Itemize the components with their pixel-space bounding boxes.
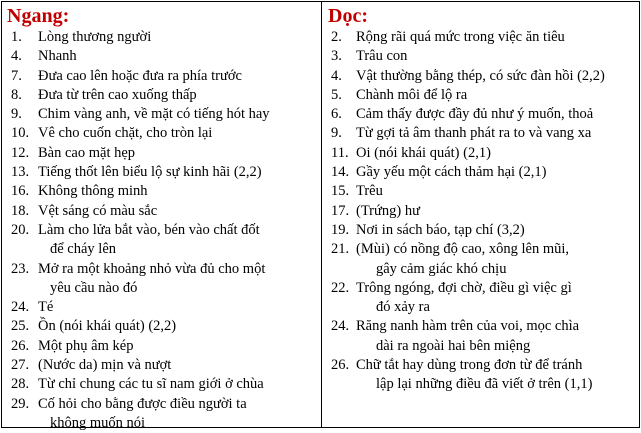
clue-text: Nhanh — [38, 48, 77, 65]
clue-item — [2, 395, 321, 414]
clue-number: 22. — [331, 279, 350, 296]
clue-text: Một phụ âm kép — [38, 337, 134, 354]
clue-text: (Mùi) có nồng độ cao, xông lên mũi, — [356, 241, 570, 258]
down-clue-list — [322, 28, 639, 395]
clue-text: đó xảy ra — [376, 299, 430, 316]
clue-number — [2, 414, 38, 433]
clue-number: 24. — [11, 299, 30, 316]
clue-item — [322, 298, 639, 317]
clue-text: Không thông minh — [38, 183, 148, 200]
clue-number: 18. — [11, 202, 30, 219]
clue-number: 23. — [11, 260, 30, 277]
clue-number — [322, 337, 356, 356]
clue-text: Gầy yếu một cách thảm hại (2,1) — [356, 164, 547, 181]
clue-number: 9. — [331, 125, 342, 142]
clue-item — [2, 260, 321, 279]
clue-text: Vật thường bằng thép, có sức đàn hồi (2,2) — [356, 67, 605, 84]
clue-item — [322, 356, 639, 375]
clue-number: 14. — [331, 164, 350, 181]
clue-text: Vê cho cuốn chặt, cho tròn lại — [38, 125, 213, 142]
clue-text: Vệt sáng có màu sắc — [38, 202, 158, 219]
clue-item — [2, 182, 321, 201]
clue-number: 29. — [11, 395, 30, 412]
clue-item — [2, 28, 321, 47]
clue-text: yêu cầu nào đó — [50, 279, 138, 296]
across-clue-list — [2, 28, 321, 433]
clue-number: 4. — [11, 48, 22, 65]
clue-text: Tiếng thốt lên biểu lộ sự kinh hãi (2,2) — [38, 164, 262, 181]
clue-item — [2, 414, 321, 433]
clue-text: để cháy lên — [50, 241, 117, 258]
clue-number: 1. — [11, 29, 22, 45]
clue-item — [2, 298, 321, 317]
clue-item — [2, 221, 321, 240]
clue-number: 28. — [11, 376, 30, 393]
clue-item — [2, 105, 321, 124]
clue-text: Làm cho lửa bắt vào, bén vào chất đốt — [38, 221, 260, 238]
clue-number: 19. — [331, 221, 350, 238]
clue-number: 26. — [11, 337, 30, 354]
clue-text: không muốn nói — [50, 414, 146, 431]
clue-number: 10. — [11, 125, 30, 142]
clue-number: 2. — [331, 29, 342, 45]
clue-text: Chành môi để lộ ra — [356, 86, 468, 103]
clue-text: Trâu con — [356, 48, 408, 65]
clue-text: Cố hỏi cho bằng được điều người ta — [38, 395, 247, 412]
clue-item — [322, 375, 639, 394]
clue-text: Từ gợi tả âm thanh phát ra to và vang xa — [356, 125, 592, 142]
clue-item — [2, 317, 321, 336]
clue-text: Chữ tắt hay dùng trong đơn từ để tránh — [356, 357, 583, 374]
clue-text: Cảm thấy được đầy đủ như ý muốn, thoả — [356, 106, 594, 123]
clue-text: Lòng thương người — [38, 29, 152, 45]
clue-item — [322, 337, 639, 356]
clue-number: 20. — [11, 221, 30, 238]
clue-text: Rộng rãi quá mức trong việc ăn tiêu — [356, 29, 565, 45]
clue-item — [322, 182, 639, 201]
clue-text: Trông ngóng, đợi chờ, điều gì việc gì — [356, 279, 572, 296]
clue-item — [322, 202, 639, 221]
clue-item — [2, 337, 321, 356]
clue-item — [2, 47, 321, 66]
across-column — [2, 2, 322, 431]
clue-number: 21. — [331, 241, 350, 258]
clue-item — [2, 86, 321, 105]
clue-text: dài ra ngoài hai bên miệng — [376, 337, 531, 354]
clue-number: 25. — [11, 318, 30, 335]
clue-number — [322, 260, 356, 279]
clue-item — [2, 356, 321, 375]
clue-text: (Trứng) hư — [356, 202, 420, 219]
clue-item — [2, 144, 321, 163]
clue-item — [2, 124, 321, 143]
clue-number: 8. — [11, 86, 22, 103]
clue-item — [322, 260, 639, 279]
clue-item — [322, 163, 639, 182]
clue-item — [2, 279, 321, 298]
clue-item — [322, 279, 639, 298]
clue-item — [322, 144, 639, 163]
down-heading: Dọc: — [328, 5, 368, 27]
clue-number — [2, 279, 38, 298]
clue-text: Từ chỉ chung các tu sĩ nam giới ở chùa — [38, 376, 264, 393]
clue-text: gây cảm giác khó chịu — [376, 260, 507, 277]
clue-number: 15. — [331, 183, 350, 200]
clue-item — [322, 67, 639, 86]
clue-text: Mở ra một khoảng nhỏ vừa đủ cho một — [38, 260, 266, 277]
clue-item — [322, 240, 639, 259]
clue-number: 9. — [11, 106, 22, 123]
clue-number: 16. — [11, 183, 30, 200]
clue-item — [322, 105, 639, 124]
clue-number — [2, 240, 38, 259]
clue-text: Oi (nói khái quát) (2,1) — [356, 144, 491, 161]
clue-number: 7. — [11, 67, 22, 84]
clue-text: Trêu — [356, 183, 383, 200]
clue-number — [322, 298, 356, 317]
across-heading: Ngang: — [7, 5, 70, 27]
clue-item — [2, 163, 321, 182]
clue-number: 24. — [331, 318, 350, 335]
clue-text: lập lại những điều đã viết ở trên (1,1) — [376, 376, 593, 393]
clue-item — [2, 375, 321, 394]
crossword-clues-table — [1, 1, 640, 431]
clue-number: 4. — [331, 67, 342, 84]
clue-item — [2, 67, 321, 86]
clue-number: 27. — [11, 357, 30, 374]
clue-item — [322, 221, 639, 240]
clue-text: Chim vàng anh, về mặt có tiếng hót hay — [38, 106, 270, 123]
clue-number: 6. — [331, 106, 342, 123]
clue-item — [322, 317, 639, 336]
clue-text: Bàn cao mặt hẹp — [38, 144, 136, 161]
clue-number: 3. — [331, 48, 342, 65]
down-column — [322, 2, 639, 427]
clue-text: Đưa cao lên hoặc đưa ra phía trước — [38, 67, 242, 84]
clue-number: 13. — [11, 164, 30, 181]
clue-item — [322, 47, 639, 66]
clue-item — [322, 86, 639, 105]
clue-text: Nơi in sách báo, tạp chí (3,2) — [356, 221, 525, 238]
clue-number: 17. — [331, 202, 350, 219]
clue-number: 12. — [11, 144, 30, 161]
clue-text: Ồn (nói khái quát) (2,2) — [38, 318, 177, 335]
clue-text: Đưa từ trên cao xuống thấp — [38, 86, 197, 103]
clue-number — [322, 375, 356, 394]
clue-number: 5. — [331, 86, 342, 103]
clue-text: Răng nanh hàm trên của voi, mọc chìa — [356, 318, 580, 335]
clue-number: 11. — [331, 144, 349, 161]
clue-text: Té — [38, 299, 54, 316]
clue-number: 26. — [331, 357, 350, 374]
clue-item — [322, 28, 639, 47]
clue-item — [2, 202, 321, 221]
clue-item — [2, 240, 321, 259]
clue-item — [322, 124, 639, 143]
clue-text: (Nước da) mịn và nượt — [38, 357, 172, 374]
